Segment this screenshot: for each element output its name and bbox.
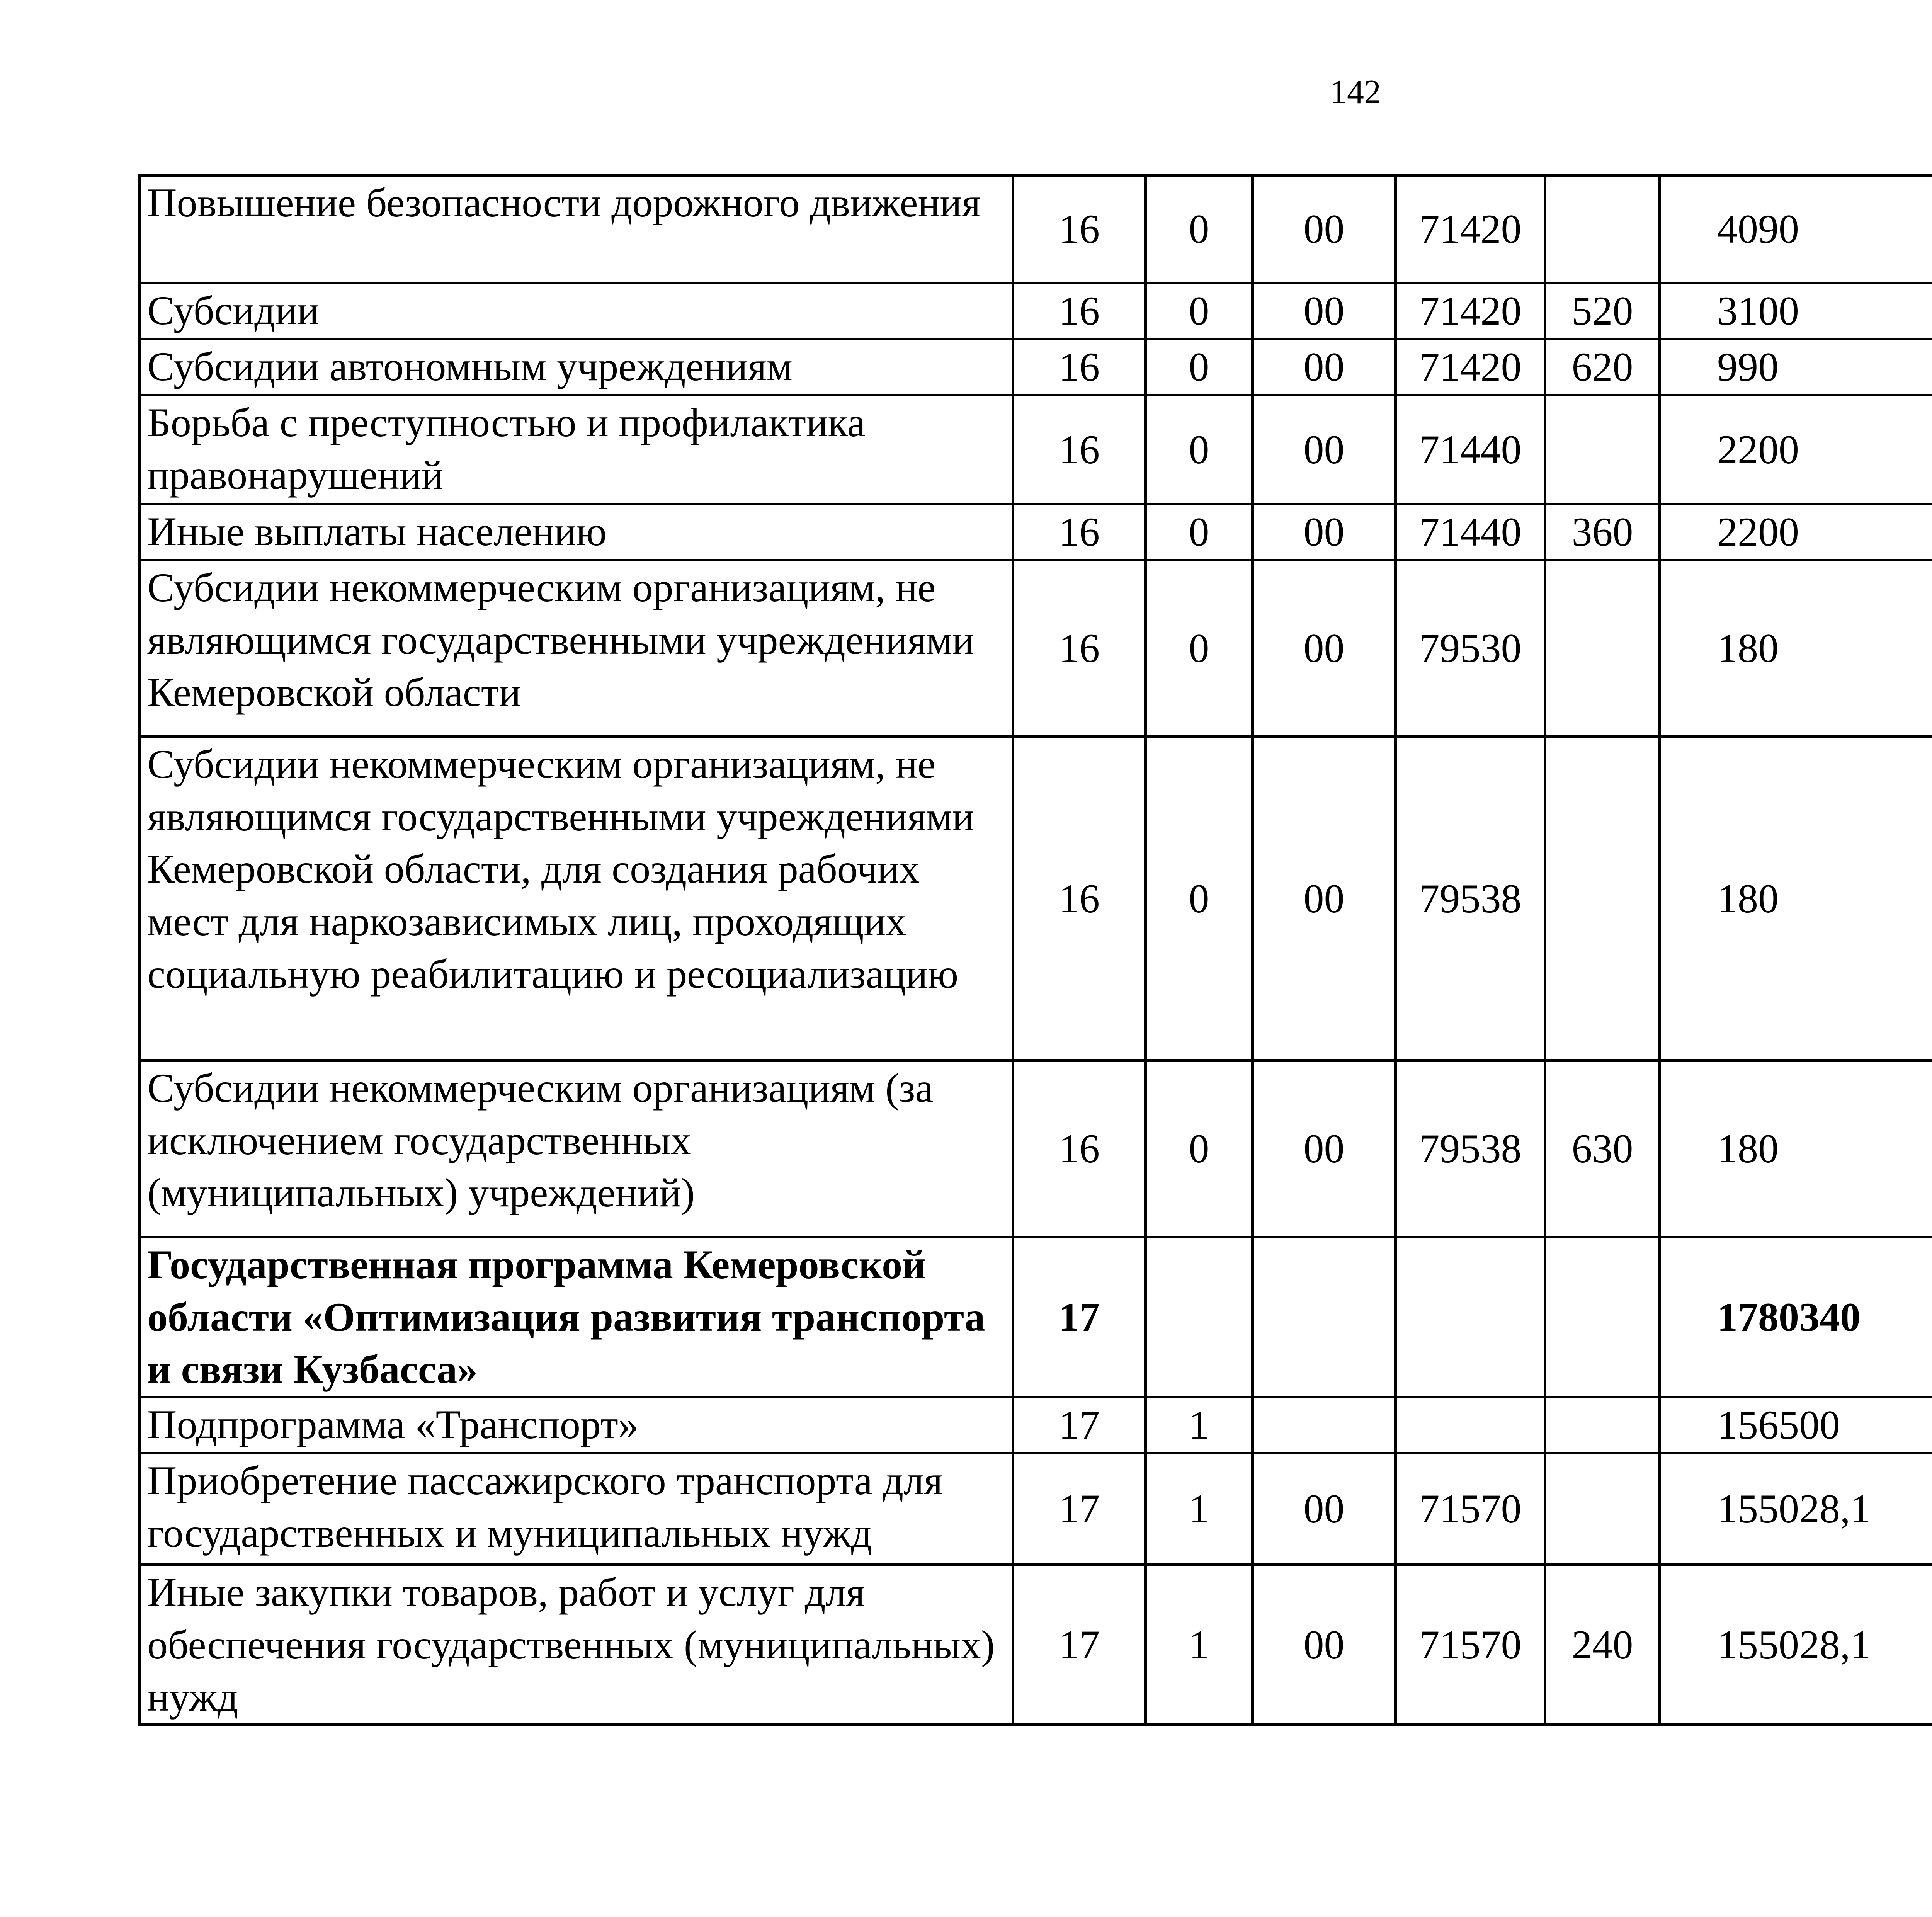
row-name-cell: Субсидии [140, 283, 1013, 339]
subprogram-code-cell: 0 [1146, 737, 1253, 1061]
table-row [140, 339, 1932, 395]
main-activity-code-cell: 00 [1253, 339, 1396, 395]
expense-type-cell: 240 [1545, 1565, 1660, 1725]
subprogram-code-cell: 0 [1146, 175, 1253, 283]
section-code-cell: 17 [1013, 1565, 1146, 1725]
expense-type-cell [1545, 1453, 1660, 1565]
main-activity-code-cell: 00 [1253, 504, 1396, 560]
amount-year1-cell: 990 [1660, 339, 1932, 395]
row-name-cell: Борьба с преступностью и профилактика правонарушений [140, 395, 1013, 504]
row-name-cell: Субсидии некоммерческим организациям (за исключением государственных (муниципальных) учреждений) [140, 1061, 1013, 1237]
main-activity-code-cell: 00 [1253, 395, 1396, 504]
section-code-cell: 16 [1013, 395, 1146, 504]
direction-code-cell: 79530 [1396, 560, 1545, 737]
section-code-cell: 17 [1013, 1397, 1146, 1453]
row-name-cell: Приобретение пассажирского транспорта для государственных и муниципальных нужд [140, 1453, 1013, 1565]
table-row [140, 560, 1932, 737]
amount-year1-cell: 3100 [1660, 283, 1932, 339]
subprogram-code-cell: 0 [1146, 560, 1253, 737]
amount-year1-cell: 156500 [1660, 1397, 1932, 1453]
main-activity-code-cell: 00 [1253, 1565, 1396, 1725]
direction-code-cell: 79538 [1396, 1061, 1545, 1237]
direction-code-cell: 71420 [1396, 339, 1545, 395]
main-activity-code-cell: 00 [1253, 175, 1396, 283]
page-number: 142 [1330, 73, 1381, 111]
section-code-cell: 16 [1013, 737, 1146, 1061]
direction-code-cell [1396, 1397, 1545, 1453]
section-code-cell: 17 [1013, 1237, 1146, 1397]
subprogram-code-cell: 0 [1146, 283, 1253, 339]
expense-type-cell: 620 [1545, 339, 1660, 395]
section-code-cell: 16 [1013, 504, 1146, 560]
amount-year1-cell: 155028,1 [1660, 1565, 1932, 1725]
table-row [140, 175, 1932, 283]
table-row [140, 1453, 1932, 1565]
row-name-cell: Субсидии некоммерческим организациям, не являющимся государственными учреждениями Кемеровской области [140, 560, 1013, 737]
amount-year1-cell: 180 [1660, 1061, 1932, 1237]
main-activity-code-cell: 00 [1253, 1453, 1396, 1565]
expense-type-cell: 630 [1545, 1061, 1660, 1237]
row-name-cell: Субсидии некоммерческим организациям, не являющимся государственными учреждениями Кемеровской области, для создания рабочих мест для наркозависимых лиц, проходящих социальную реабилитацию и ресоциализацию [140, 737, 1013, 1061]
main-activity-code-cell [1253, 1237, 1396, 1397]
amount-year1-cell: 180 [1660, 560, 1932, 737]
row-name-cell: Иные закупки товаров, работ и услуг для обеспечения государственных (муниципальных) нужд [140, 1565, 1013, 1725]
amount-year1-cell: 155028,1 [1660, 1453, 1932, 1565]
subprogram-code-cell: 0 [1146, 339, 1253, 395]
table-row [140, 504, 1932, 560]
expense-type-cell [1545, 560, 1660, 737]
expense-type-cell [1545, 1397, 1660, 1453]
direction-code-cell [1396, 1237, 1545, 1397]
section-code-cell: 16 [1013, 1061, 1146, 1237]
expense-type-cell: 520 [1545, 283, 1660, 339]
expense-type-cell [1545, 175, 1660, 283]
direction-code-cell: 71570 [1396, 1565, 1545, 1725]
table-row [140, 1237, 1932, 1397]
subprogram-code-cell: 1 [1146, 1397, 1253, 1453]
subprogram-code-cell: 1 [1146, 1565, 1253, 1725]
direction-code-cell: 71420 [1396, 175, 1545, 283]
main-activity-code-cell [1253, 1397, 1396, 1453]
table-row [140, 1061, 1932, 1237]
direction-code-cell: 71570 [1396, 1453, 1545, 1565]
subprogram-code-cell: 0 [1146, 395, 1253, 504]
section-code-cell: 17 [1013, 1453, 1146, 1565]
direction-code-cell: 71420 [1396, 283, 1545, 339]
section-code-cell: 16 [1013, 339, 1146, 395]
main-activity-code-cell: 00 [1253, 560, 1396, 737]
row-name-cell: Субсидии автономным учреждениям [140, 339, 1013, 395]
subprogram-code-cell [1146, 1237, 1253, 1397]
row-name-cell: Повышение безопасности дорожного движения [140, 175, 1013, 283]
expense-type-cell [1545, 737, 1660, 1061]
table-row [140, 1565, 1932, 1725]
table-row [140, 395, 1932, 504]
direction-code-cell: 71440 [1396, 395, 1545, 504]
subprogram-code-cell: 0 [1146, 504, 1253, 560]
expense-type-cell [1545, 1237, 1660, 1397]
subprogram-code-cell: 1 [1146, 1453, 1253, 1565]
row-name-cell: Подпрограмма «Транспорт» [140, 1397, 1013, 1453]
table-row [140, 1397, 1932, 1453]
direction-code-cell: 79538 [1396, 737, 1545, 1061]
budget-table [138, 174, 1932, 1726]
main-activity-code-cell: 00 [1253, 737, 1396, 1061]
section-code-cell: 16 [1013, 560, 1146, 737]
expense-type-cell [1545, 395, 1660, 504]
amount-year1-cell: 1780340 [1660, 1237, 1932, 1397]
section-code-cell: 16 [1013, 283, 1146, 339]
table-row [140, 737, 1932, 1061]
row-name-cell: Государственная программа Кемеровской области «Оптимизация развития транспорта и связи Кузбасса» [140, 1237, 1013, 1397]
row-name-cell: Иные выплаты населению [140, 504, 1013, 560]
amount-year1-cell: 4090 [1660, 175, 1932, 283]
amount-year1-cell: 2200 [1660, 504, 1932, 560]
table-row [140, 283, 1932, 339]
amount-year1-cell: 180 [1660, 737, 1932, 1061]
amount-year1-cell: 2200 [1660, 395, 1932, 504]
section-code-cell: 16 [1013, 175, 1146, 283]
main-activity-code-cell: 00 [1253, 1061, 1396, 1237]
expense-type-cell: 360 [1545, 504, 1660, 560]
direction-code-cell: 71440 [1396, 504, 1545, 560]
main-activity-code-cell: 00 [1253, 283, 1396, 339]
subprogram-code-cell: 0 [1146, 1061, 1253, 1237]
